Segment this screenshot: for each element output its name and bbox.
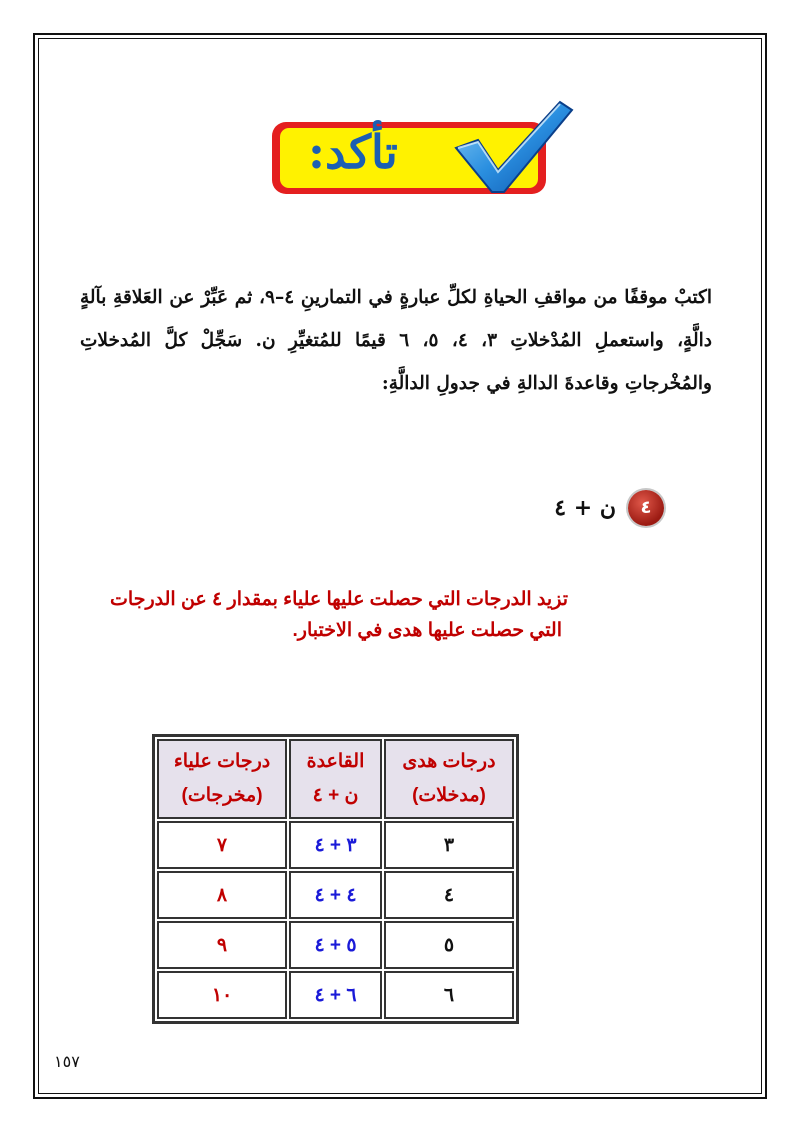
cell-output: ٨ — [157, 871, 287, 919]
cell-input: ٣ — [384, 821, 514, 869]
function-table — [152, 734, 519, 1024]
cell-rule: ٣ + ٤ — [289, 821, 382, 869]
exercise-expression: ن + ٤ — [554, 495, 616, 521]
header-rule — [289, 739, 382, 819]
cell-input: ٥ — [384, 921, 514, 969]
exercise-number-badge — [628, 490, 664, 526]
cell-rule: ٦ + ٤ — [289, 971, 382, 1019]
cell-input: ٤ — [384, 871, 514, 919]
exercise-instructions: اكتبْ موقفًا من مواقفِ الحياةِ لكلِّ عبارةٍ في التمارينِ ٤–٩، ثم عَبِّرْ عن العَلاقةِ بآلةٍ دالَّةٍ، واستعملِ المُدْخلاتِ ٣، ٤، ٥، ٦ قيمًا للمُتغيِّرِ ن. سَجِّلْ كلَّ المُدخلاتِ والمُخْرجاتِ وقاعدةَ الدالةِ في جدولِ الدالَّةِ: — [80, 287, 712, 394]
cell-rule: ٥ + ٤ — [289, 921, 382, 969]
cell-input: ٦ — [384, 971, 514, 1019]
header-output — [157, 739, 287, 819]
header-output-line1: درجات علياء — [173, 751, 271, 772]
cell-rule: ٤ + ٤ — [289, 871, 382, 919]
header-input-line2: (مدخلات) — [412, 785, 486, 806]
header-input — [384, 739, 514, 819]
cell-output: ٩ — [157, 921, 287, 969]
answer-line-1: تزيد الدرجات التي حصلت عليها علياء بمقدار ٤ عن الدرجات — [110, 589, 568, 610]
table-row — [157, 821, 514, 869]
table-row — [157, 871, 514, 919]
page-number: ١٥٧ — [54, 1052, 80, 1071]
table-row — [157, 921, 514, 969]
header-rule-line1: القاعدة — [306, 751, 365, 772]
answer-line-2: التي حصلت عليها هدى في الاختبار. — [292, 620, 562, 641]
checkmark-icon — [448, 96, 578, 196]
header-output-line2: (مخرجات) — [181, 785, 263, 806]
table-row — [157, 971, 514, 1019]
page-title: تأكد: — [308, 125, 398, 179]
header-rule-line2: ن + ٤ — [312, 785, 359, 806]
table-header-row — [157, 739, 514, 819]
answer-text — [92, 584, 568, 646]
exercise-number: ٤ — [640, 497, 652, 518]
header-input-line1: درجات هدى — [402, 751, 496, 772]
cell-output: ١٠ — [157, 971, 287, 1019]
cell-output: ٧ — [157, 821, 287, 869]
